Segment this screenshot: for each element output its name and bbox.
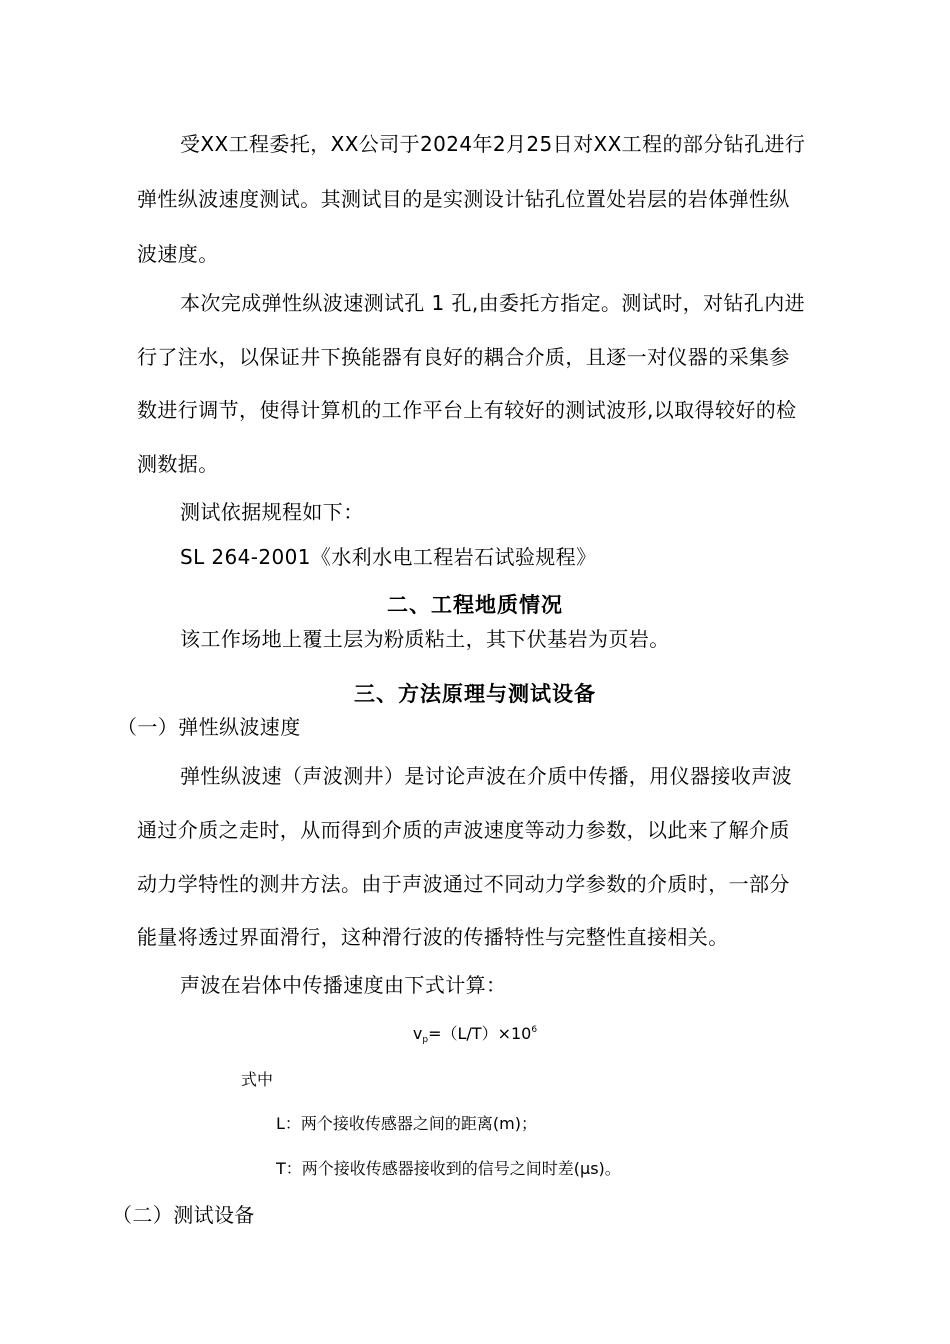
paragraph1-line1: 受XX工程委托，XX公司于2024年2月25日对XX工程的部分钻孔进行 [180, 132, 806, 156]
paragraph2-line4: 测数据。 [137, 452, 219, 476]
section3-para-line1: 弹性纵波速（声波测井）是讨论声波在介质中传播，用仪器接收声波 [180, 764, 792, 788]
section3-para-line2: 通过介质之走时，从而得到介质的声波速度等动力参数，以此来了解介质 [137, 818, 790, 842]
velocity-formula [0, 1020, 950, 1050]
formula-subscript: p [422, 1035, 429, 1045]
paragraph2-line1: 本次完成弹性纵波速测试孔 1 孔,由委托方指定。测试时，对钻孔内进 [180, 291, 805, 315]
section3-para-line3: 动力学特性的测井方法。由于声波通过不同动力学参数的介质时，一部分 [137, 872, 790, 896]
section3-sub2: （二）测试设备 [112, 1203, 255, 1227]
paragraph2-line3: 数进行调节，使得计算机的工作平台上有较好的测试波形,以取得较好的检 [137, 398, 797, 422]
paragraph1-line3: 波速度。 [137, 242, 219, 266]
formula-exponent: 6 [531, 1025, 538, 1035]
formula-v: v [412, 1024, 423, 1043]
section3-heading: 三、方法原理与测试设备 [354, 682, 596, 706]
section3-sub1: （一）弹性纵波速度 [117, 715, 301, 739]
section2-heading: 二、工程地质情况 [387, 593, 563, 617]
basis-intro: 测试依据规程如下： [180, 500, 364, 524]
formula-where: 式中 [241, 1070, 274, 1089]
definition-T: T：两个接收传感器接收到的信号之间时差(μs)。 [276, 1159, 621, 1178]
paragraph2-line2: 行了注水，以保证井下换能器有良好的耦合介质，且逐一对仪器的采集参 [137, 345, 790, 369]
section3-para-line4: 能量将透过界面滑行，这种滑行波的传播特性与完整性直接相关。 [137, 925, 729, 949]
paragraph1-line2: 弹性纵波速度测试。其测试目的是实测设计钻孔位置处岩层的岩体弹性纵 [137, 187, 790, 211]
section2-text: 该工作场地上覆土层为粉质粘土，其下伏基岩为页岩。 [180, 627, 670, 651]
formula-body: =（L/T）×10 [428, 1024, 532, 1043]
definition-L: L：两个接收传感器之间的距离(m)； [276, 1114, 537, 1133]
basis-standard: SL 264-2001《水利水电工程岩石试验规程》 [180, 545, 597, 569]
formula-intro: 声波在岩体中传播速度由下式计算： [180, 973, 507, 997]
